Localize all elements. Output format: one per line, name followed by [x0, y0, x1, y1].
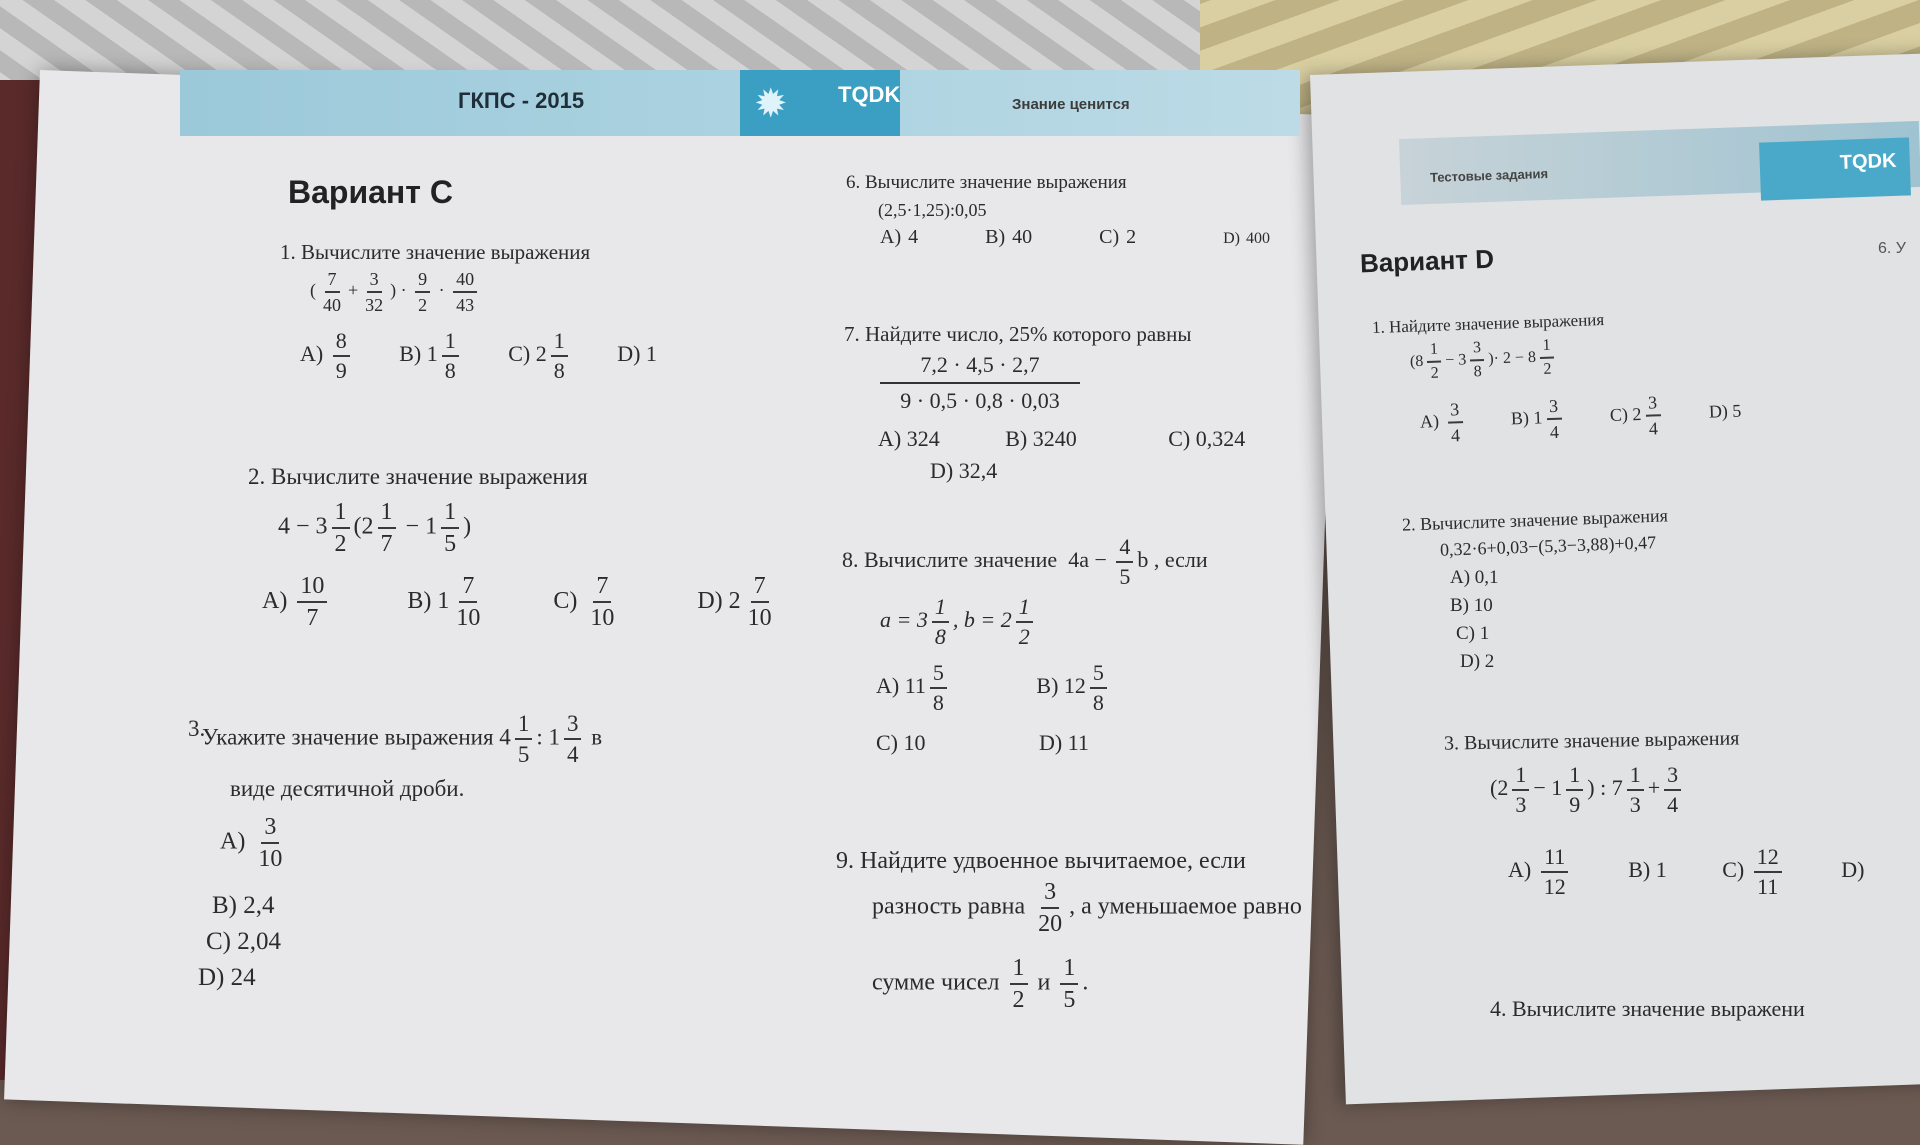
q3-option-c: C) 2,04: [206, 928, 281, 955]
d-q1-options: A) $\frac{3}{4}$ B) 1 $\frac{3}{4}$ C) 2 $\frac{3}{4}$ D) 5: [1419, 392, 1742, 446]
right-logo: [1759, 137, 1911, 200]
q7-options: [878, 426, 1245, 452]
q2-expression: 4 − 3 $\frac{1}{2}$ (2 $\frac{1}{7}$ − 1 $\frac{1}{5}$ ): [278, 499, 472, 557]
q9-line2b: , а уменьшаемое равно: [1069, 893, 1302, 920]
q9-line2: разность равна $\frac{3}{20}$ , а уменьшаемое равно: [872, 879, 1302, 937]
q9-line3a: сумме чисел: [872, 969, 1000, 996]
q7-numerator: 7,2 · 4,5 · 2,7: [880, 352, 1080, 384]
q3-option-a: A) $\frac{3}{10}$: [220, 814, 283, 872]
q8-prompt-text: 8. Вычислите значение: [842, 547, 1058, 573]
variant-c-title: Вариант С: [288, 174, 453, 210]
q8-option-d: D) 11: [1039, 730, 1089, 755]
d-q1-prompt: 1. Найдите значение выражения: [1371, 309, 1605, 338]
variant-d-title: Вариант D: [1359, 243, 1495, 279]
d-q3-prompt: 3. Вычислите значение выражения: [1443, 727, 1740, 755]
q3-number: 3.: [188, 716, 206, 741]
q8-options-cd: [876, 730, 1089, 756]
q1-expression: ( $\frac{7}{40}$ + $\frac{3}{32}$ ) · $\frac{9}{2}$ · $\frac{40}{43}$: [310, 270, 481, 314]
q6-options: [880, 226, 1270, 249]
header-title: ГКПС - 2015: [458, 88, 585, 113]
q9-line3b: и: [1037, 969, 1051, 996]
d-q1-expression: (8 $\frac{1}{2}$ − 3 $\frac{3}{8}$ )· 2 − 8 $\frac{1}{2}$: [1409, 337, 1558, 382]
d-q2-option-c: C) 1: [1456, 623, 1490, 644]
q7-option-d: D) 32,4: [930, 458, 998, 483]
q3-prompt-2: виде десятичной дроби.: [230, 776, 465, 801]
q7-fraction: [880, 352, 1080, 414]
q7-option-b: B) 3240: [1005, 426, 1077, 451]
d-q2-option-d: D) 2: [1460, 651, 1495, 672]
q3-prompt: Укажите значение выражения 4 $\frac{1}{5}$ : 1 $\frac{3}{4}$ в: [202, 711, 603, 767]
q7-option-c: C) 0,324: [1168, 426, 1246, 451]
q6-option-d: D) 400: [1223, 230, 1270, 247]
q9-line1: 9. Найдите удвоенное вычитаемое, если: [836, 848, 1246, 874]
emblem-icon: ✹: [754, 81, 788, 126]
q9-line2a: разность равна: [872, 893, 1026, 920]
d-q3-expression: (2 $\frac{1}{3}$ − 1 $\frac{1}{9}$ ) : 7 $\frac{1}{3}$ + $\frac{3}{4}$: [1490, 764, 1685, 816]
q7-denominator: 9 · 0,5 · 0,8 · 0,03: [900, 388, 1060, 413]
logo: [740, 70, 900, 136]
q1-prompt: 1. Вычислите значение выражения: [280, 240, 591, 264]
right-band-text: Тестовые задания: [1429, 165, 1549, 186]
corner-question: 6. У: [1878, 240, 1906, 257]
d-q4-prompt: 4. Вычислите значение выражени: [1490, 996, 1805, 1021]
q9-line3: сумме чисел $\frac{1}{2}$ и $\frac{1}{5}$ .: [872, 955, 1089, 1013]
q7-option-a: A) 324: [878, 426, 940, 451]
d-q2-option-b: B) 10: [1450, 595, 1493, 616]
q6-prompt: 6. Вычислите значение выражения: [846, 172, 1127, 193]
q3-option-d: D) 24: [198, 964, 256, 991]
d-q3-options: A) $\frac{11}{12}$ B) 1 C) $\frac{12}{11}$ D): [1508, 844, 1865, 899]
q3-option-b: B) 2,4: [212, 892, 275, 919]
right-page: [1310, 53, 1920, 1105]
header-slogan: Знание ценится: [1012, 96, 1130, 113]
q2-prompt: 2. Вычислите значение выражения: [248, 464, 588, 489]
q6-expression: (2,5·1,25):0,05: [878, 200, 987, 220]
q7-prompt: 7. Найдите число, 25% которого равны: [844, 322, 1192, 346]
q6-option-b: B) 40: [985, 226, 1033, 248]
q2-options: A) $\frac{10}{7}$ B) 1 $\frac{7}{10}$ C) $\frac{7}{10}$ D) 2 $\frac{7}{10}$: [262, 573, 772, 631]
q8-option-c: C) 10: [876, 730, 926, 755]
q6-option-a: A) 4: [880, 226, 919, 248]
q8-condition: a = 3 $\frac{1}{8}$ , b = 2 $\frac{1}{2}$: [880, 596, 1037, 648]
d-q2-prompt: 2. Вычислите значение выражения: [1401, 505, 1669, 535]
d-q2-option-a: A) 0,1: [1450, 567, 1499, 588]
q8-options-ab: A) 11 $\frac{5}{8}$ B) 12 $\frac{5}{8}$: [876, 662, 1111, 714]
logo-text: TQDK: [838, 82, 901, 107]
q6-option-c: C) 2: [1099, 226, 1137, 248]
d-q2-expression: 0,32·6+0,03−(5,3−3,88)+0,47: [1439, 532, 1657, 560]
right-logo-text: TQDK: [1839, 149, 1897, 174]
q1-options: A) $\frac{8}{9}$ B) 1 $\frac{1}{8}$ C) 2 $\frac{1}{8}$ D) 1: [300, 328, 657, 383]
q8-prompt: 8. Вычислите значение 4a − $\frac{4}{5}$ b , если: [842, 534, 1208, 589]
d-q2-options: [1450, 564, 1499, 676]
